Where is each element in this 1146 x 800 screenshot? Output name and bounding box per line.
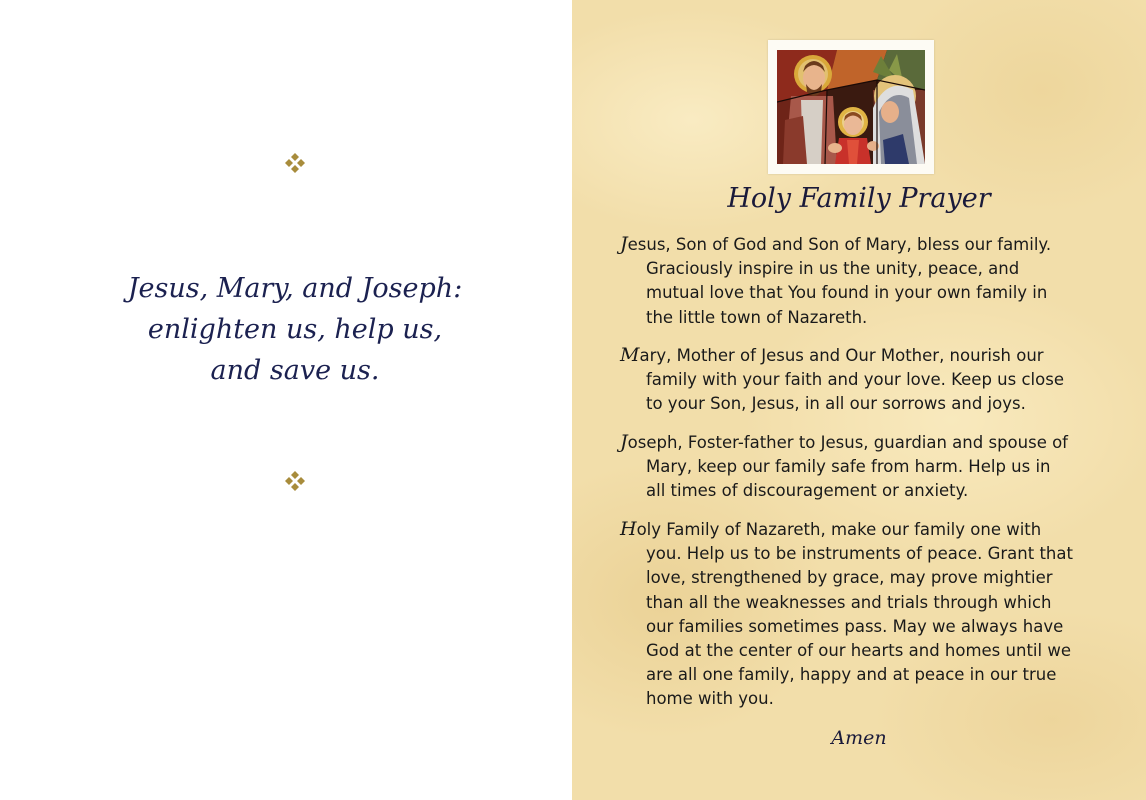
holy-family-stained-glass-image — [777, 50, 925, 164]
prayer-line: love, strengthened by grace, may prove mightier — [646, 568, 1053, 588]
prayer-line: oly Family of Nazareth, make our family one with — [636, 520, 1042, 539]
paragraph-first-line — [620, 343, 1110, 368]
prayer-line: God at the center of our hearts and homes until we — [646, 641, 1071, 661]
prayer-line: home with you. — [646, 689, 774, 709]
paragraph-first-line — [620, 430, 1110, 455]
prayer-line: esus, Son of God and Son of Mary, bless our family. — [627, 235, 1052, 254]
decorative-initial: J — [620, 431, 628, 453]
prayer-paragraph — [620, 232, 1110, 330]
holy-family-image-frame — [768, 40, 934, 174]
prayer-line: all times of discouragement or anxiety. — [646, 481, 969, 501]
prayer-line: mutual love that You found in your own family in — [646, 283, 1048, 303]
prayer-closing: Amen — [831, 727, 887, 749]
prayer-line: than all the weaknesses and trials through which — [646, 592, 1052, 612]
decorative-initial: M — [620, 344, 640, 366]
prayer-line: are all one family, happy and at peace in our true — [646, 665, 1057, 685]
diamond-ornament-icon — [284, 470, 306, 492]
prayer-paragraph — [620, 343, 1110, 417]
prayer-line: the little town of Nazareth. — [646, 307, 868, 327]
prayer-line: you. Help us to be instruments of peace. Grant that — [646, 544, 1073, 564]
decorative-initial: H — [620, 518, 637, 540]
prayer-line: ary, Mother of Jesus and Our Mother, nourish our — [639, 346, 1044, 365]
prayer-line: our families sometimes pass. May we always have — [646, 616, 1064, 636]
prayer-line: Graciously inspire in us the unity, peace, and — [646, 259, 1020, 279]
prayer-line: oseph, Foster-father to Jesus, guardian and spouse of — [627, 433, 1068, 452]
prayer-line: to your Son, Jesus, in all our sorrows and joys. — [646, 394, 1026, 414]
prayer-line: Mary, keep our family safe from harm. Help us in — [646, 457, 1051, 477]
blessing-line: and save us. — [210, 355, 380, 386]
prayer-paragraph — [620, 517, 1110, 712]
paragraph-first-line — [620, 517, 1110, 542]
prayer-line: family with your faith and your love. Keep us close — [646, 370, 1064, 390]
prayer-paragraph — [620, 430, 1110, 504]
prayer-title: Holy Family Prayer — [727, 183, 991, 214]
blessing-line: Jesus, Mary, and Joseph: — [127, 273, 463, 304]
diamond-ornament-icon — [284, 152, 306, 174]
decorative-initial: J — [620, 233, 628, 255]
blessing-text — [40, 268, 550, 391]
paragraph-first-line — [620, 232, 1110, 257]
blessing-line: enlighten us, help us, — [147, 314, 443, 345]
right-page — [572, 0, 1146, 800]
left-page — [0, 0, 572, 800]
